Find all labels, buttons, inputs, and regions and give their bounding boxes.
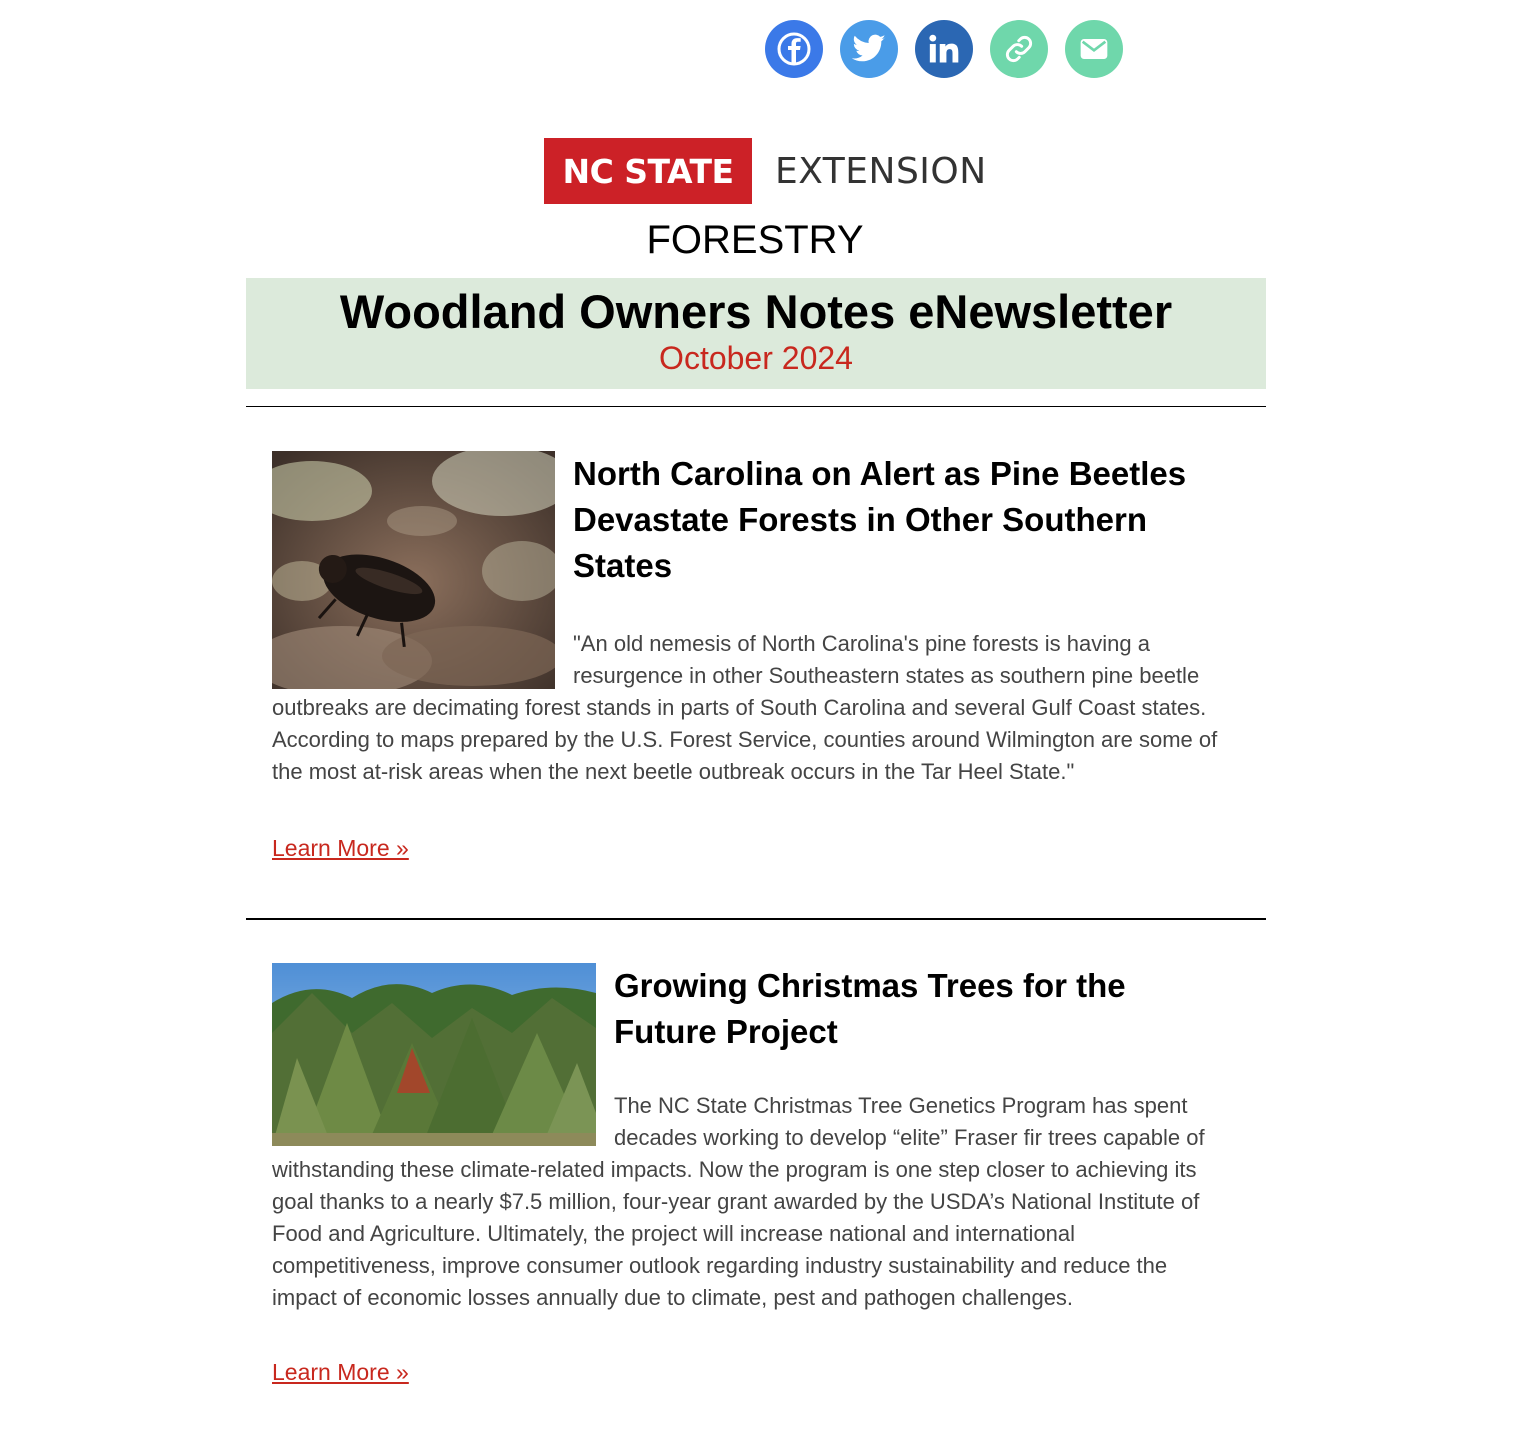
learn-more-link[interactable]: Learn More » [272,1359,409,1385]
article-body: "An old nemesis of North Carolina's pine forests is having a resurgence in other Southeastern states as southern pine beetle outbreaks are decimating forest stands in parts of South Carolina and several Gulf Coast states. According to maps prepared by the U.S. Forest Service, counties around Wilmington are some of the most at-risk areas when the next beetle outbreak occurs in the Tar Heel State." [272,631,1218,784]
divider [246,918,1266,920]
link-icon [1003,33,1035,65]
email-button[interactable] [1065,20,1123,78]
logo-secondary: EXTENSION [775,150,987,192]
divider [246,406,1266,407]
copy-link-button[interactable] [990,20,1048,78]
article-title[interactable]: North Carolina on Alert as Pine Beetles Devastate Forests in Other Southern States [573,455,1187,584]
article-pine-beetles [272,451,1234,862]
twitter-icon [851,31,887,67]
department-title: FORESTRY [646,218,864,262]
newsletter-title: Woodland Owners Notes eNewsletter [339,285,1173,338]
article-title[interactable]: Growing Christmas Trees for the Future Project [614,967,1126,1050]
linkedin-button[interactable] [915,20,973,78]
article-christmas-trees [272,963,1234,1386]
email-icon [1078,33,1110,65]
social-share-bar [765,20,1123,78]
nc-state-extension-logo[interactable] [544,138,987,204]
twitter-button[interactable] [840,20,898,78]
facebook-button[interactable] [765,20,823,78]
learn-more-link[interactable]: Learn More » [272,835,409,861]
issue-month: October 2024 [659,339,853,376]
article-body: The NC State Christmas Tree Genetics Program has spent decades working to develop “elite” Fraser fir trees capable of withstanding these climate-related impacts. Now the program is one step closer to achieving its goal thanks to a nearly $7.5 million, four-year grant awarded by the USDA’s National Institute of Food and Agriculture. Ultimately, the project will increase national and international competitiveness, improve consumer outlook regarding industry sustainability and reduce the impact of economic losses annually due to climate, pest and pathogen challenges. [272,1093,1205,1310]
christmas-trees-image[interactable] [272,963,596,1146]
linkedin-icon [927,32,961,66]
newsletter-banner [246,278,1266,389]
pine-beetle-image[interactable] [272,451,555,689]
facebook-icon [777,32,811,66]
logo-primary: NC STATE [544,138,752,204]
